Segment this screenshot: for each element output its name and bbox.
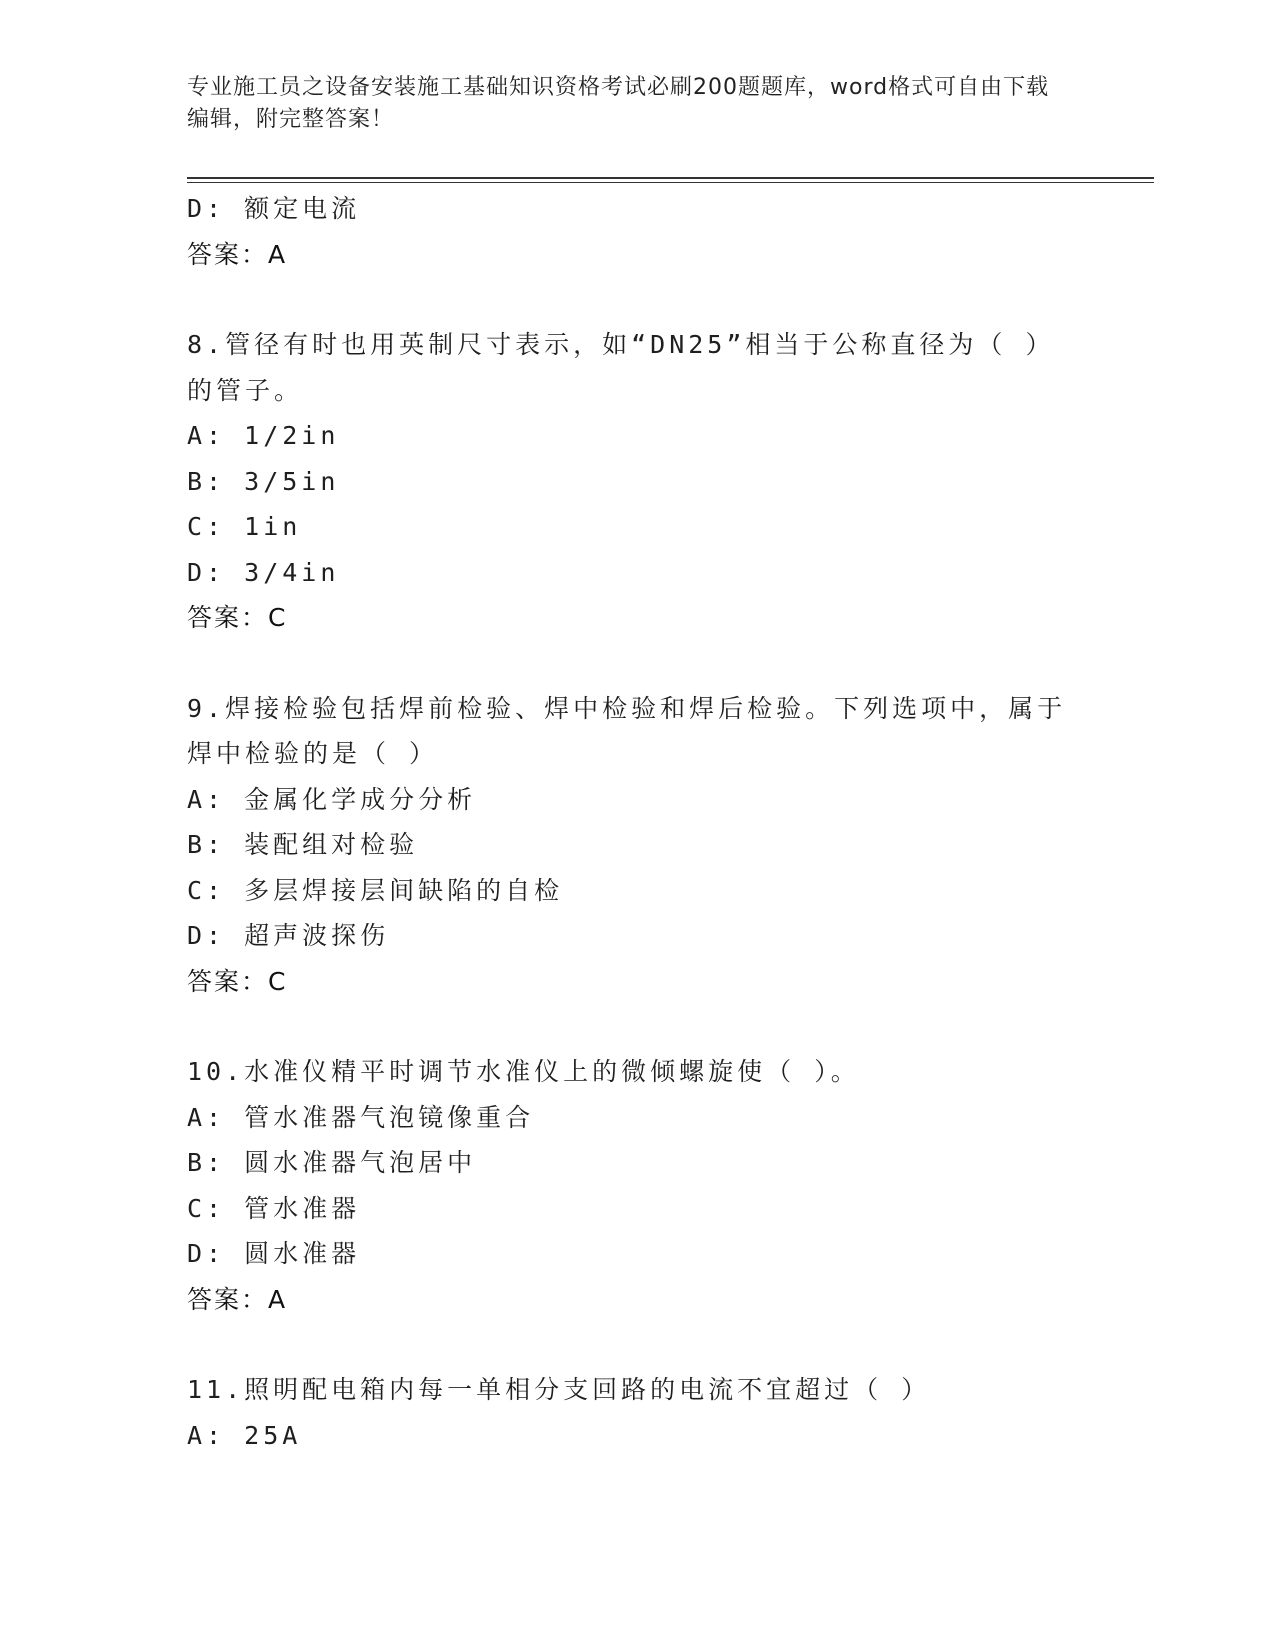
question-10 xyxy=(187,1049,1087,1322)
option-d: D: 圆水准器 xyxy=(187,1239,361,1268)
answer-line: 答案：A xyxy=(187,239,288,269)
question-8 xyxy=(187,322,1087,641)
option-c: C: 多层焊接层间缺陷的自检 xyxy=(187,875,564,905)
option-b: B: 3/5in xyxy=(187,466,340,496)
question-list xyxy=(187,186,1087,1458)
question-stem: 8.管径有时也用英制尺寸表示，如“DN25”相当于公称直径为（ ）的管子。 xyxy=(187,330,1055,405)
answer-line: 答案：A xyxy=(187,1284,288,1314)
answer-line: 答案：C xyxy=(187,603,288,632)
header-rule-thick xyxy=(187,177,1154,179)
document-header: 专业施工员之设备安装施工基础知识资格考试必刷200题题库，word格式可自由下载编辑，附完整答案！ xyxy=(187,75,1050,132)
question-11 xyxy=(187,1367,1087,1458)
option-b: B: 装配组对检验 xyxy=(187,830,419,859)
option-d: D: 3/4in xyxy=(187,557,340,587)
option-a: A: 1/2in xyxy=(187,421,340,450)
option-c: C: 1in xyxy=(187,512,302,541)
header-rule-thin xyxy=(187,182,1154,183)
option-b: B: 圆水准器气泡居中 xyxy=(187,1148,477,1177)
option-a: A: 金属化学成分分析 xyxy=(187,784,477,814)
question-stem: 10.水准仪精平时调节水准仪上的微倾螺旋使（ ）。 xyxy=(187,1057,860,1086)
option-d: D: 超声波探伤 xyxy=(187,921,390,950)
question-stem: 11.照明配电箱内每一单相分支回路的电流不宜超过（ ） xyxy=(187,1375,931,1404)
option-c: C: 管水准器 xyxy=(187,1193,361,1223)
answer-line: 答案：C xyxy=(187,966,288,996)
option-a: A: 25A xyxy=(187,1420,302,1450)
option-d: D: 额定电流 xyxy=(187,194,361,223)
question-9 xyxy=(187,686,1087,1005)
option-a: A: 管水准器气泡镜像重合 xyxy=(187,1102,535,1132)
question-stem: 9.焊接检验包括焊前检验、焊中检验和焊后检验。下列选项中，属于焊中检验的是（ ） xyxy=(187,693,1067,768)
